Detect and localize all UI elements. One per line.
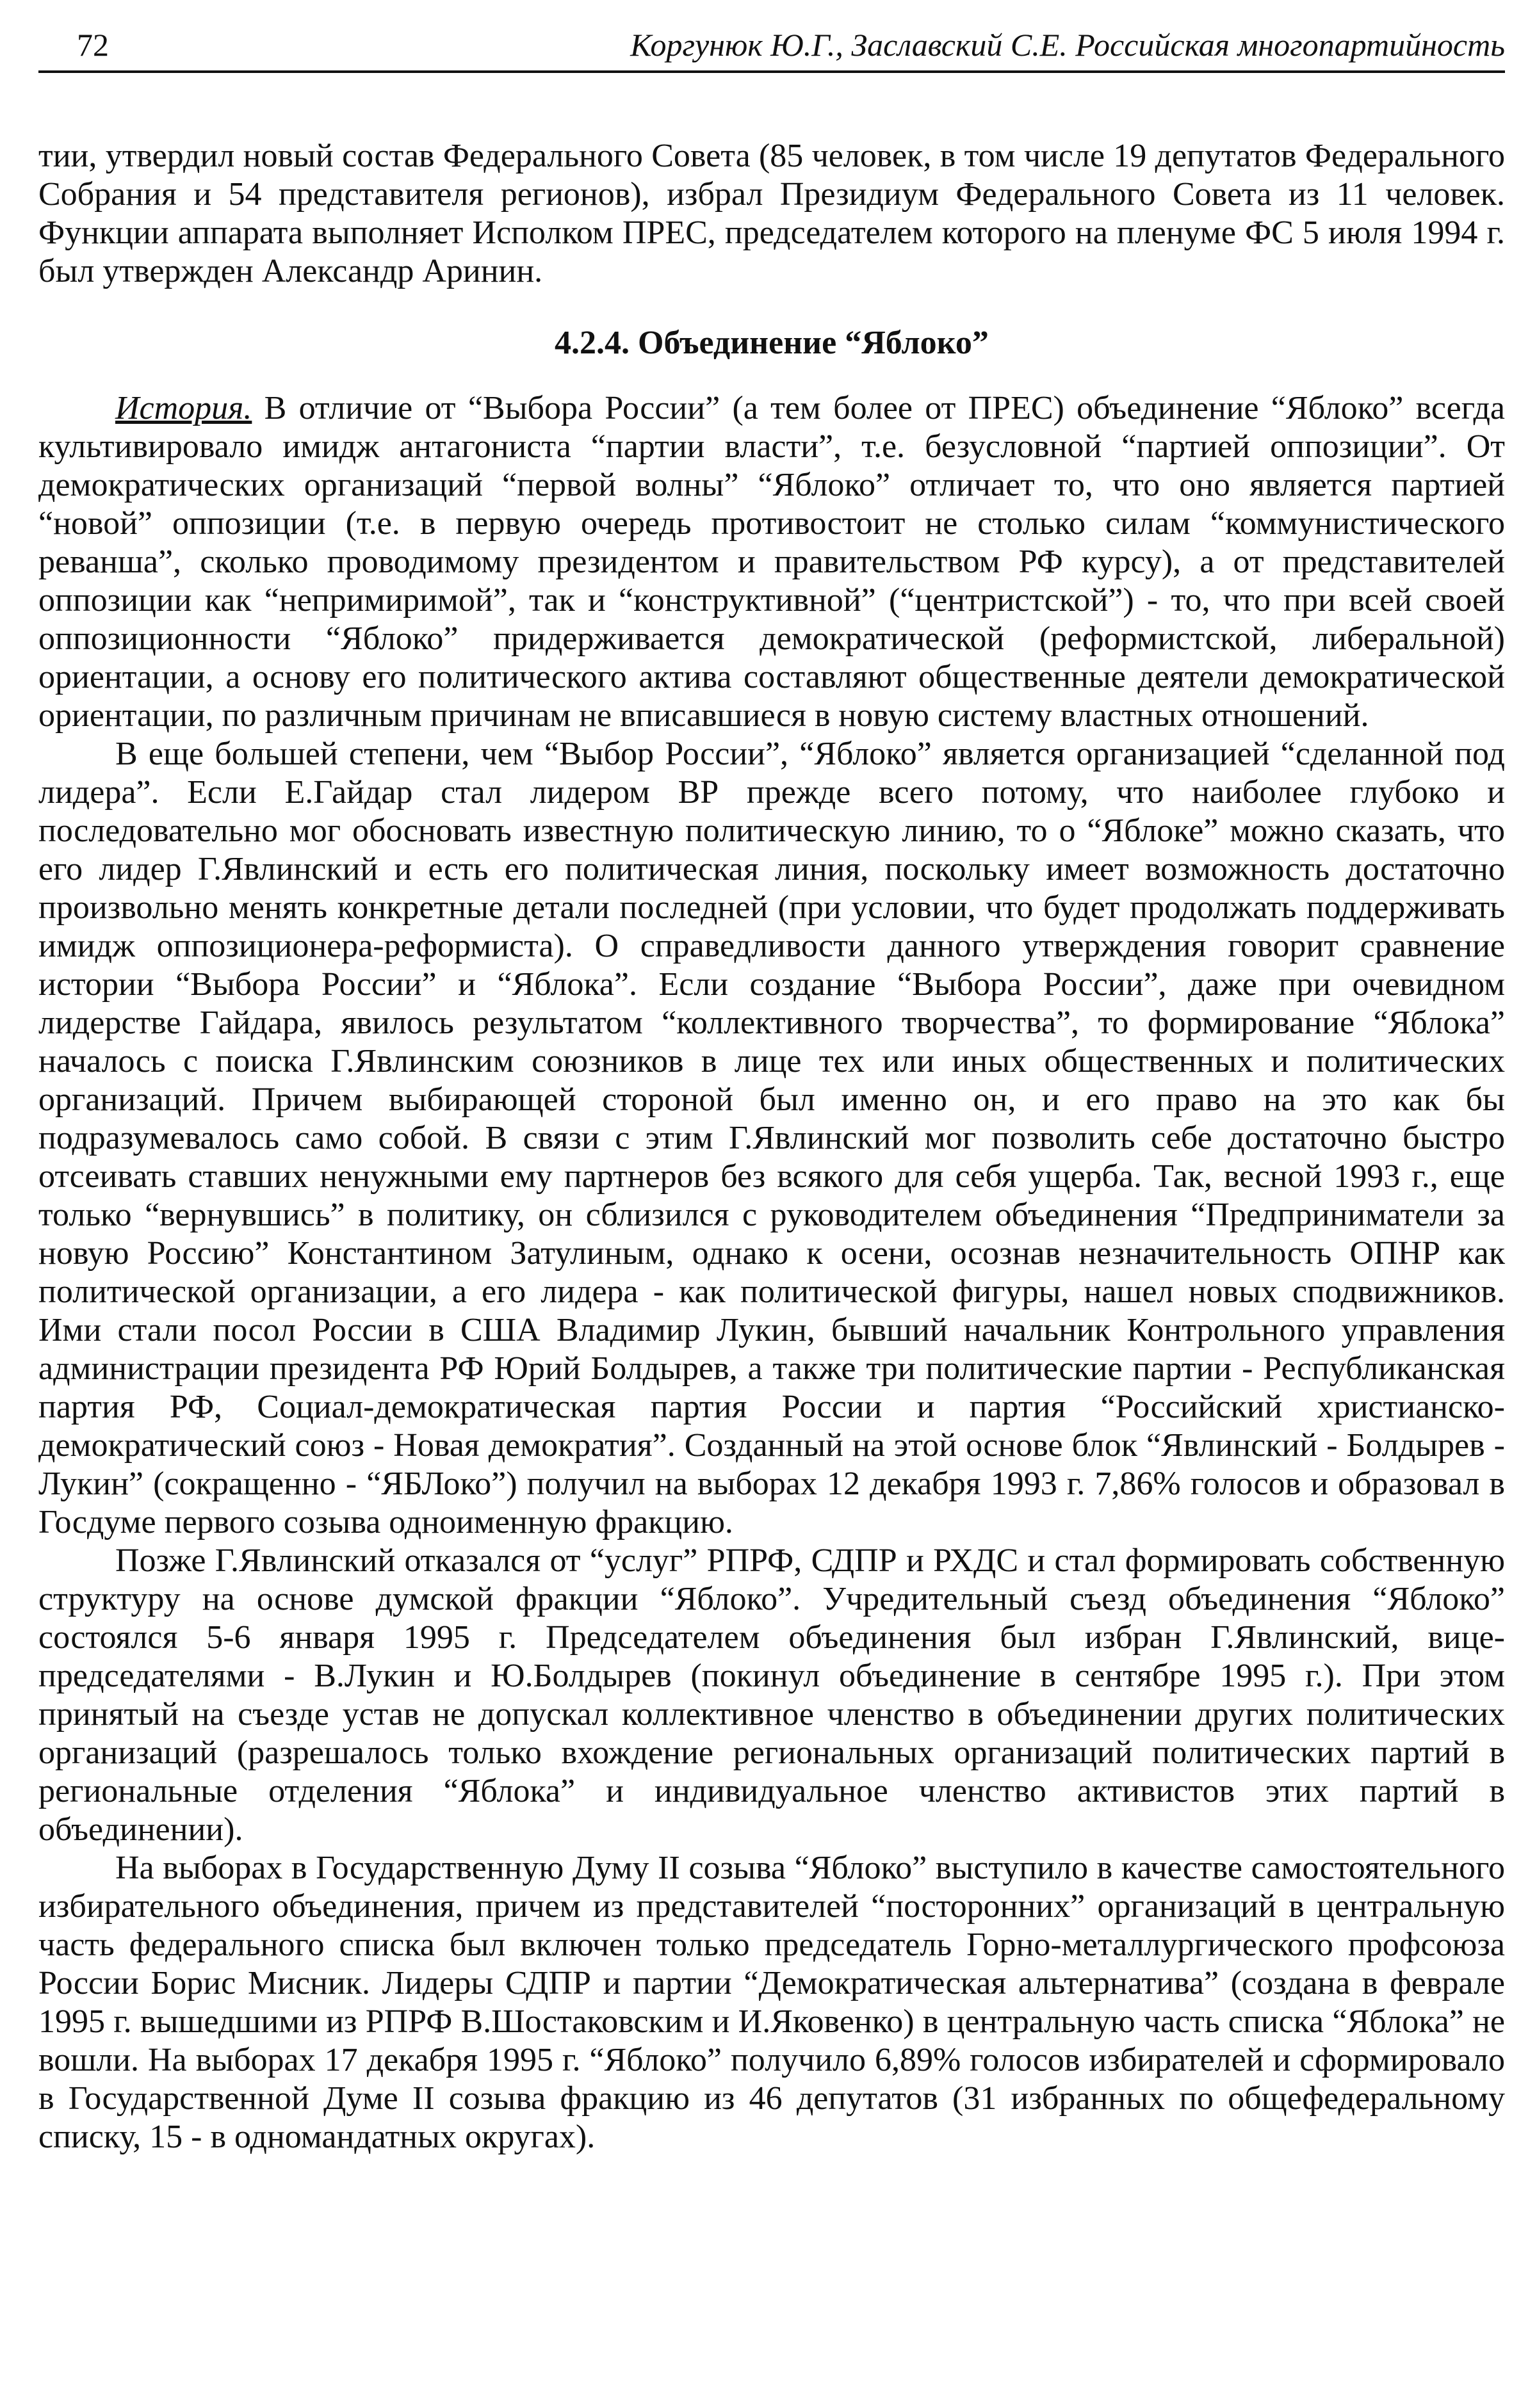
book-page	[38, 19, 1505, 2156]
paragraph-leader-organization: В еще большей степени, чем “Выбор России”, “Яблоко” является организацией “сделанной под лидера”. Если Е.Гайдар стал лидером ВР прежде всего потому, что наиболее глубоко и последовательно мог обосновать известную политическую линию, то о “Яблоке” можно сказать, что его лидер Г.Явлинский и есть его политическая линия, поскольку имеет возможность достаточно произвольно менять конкретные детали последней (при условии, что будет продолжать поддерживать имидж оппозиционера-реформиста). О справедливости данного утверждения говорит сравнение истории “Выбора России” и “Яблока”. Если создание “Выбора России”, даже при очевидном лидерстве Гайдара, явилось результатом “коллективного творчества”, то формирование “Яблока” началось с поиска Г.Явлинским союзников в лице тех или иных общественных и политических организаций. Причем выбирающей стороной был именно он, и его право на это как бы подразумевалось само собой. В связи с этим Г.Явлинский мог позволить себе достаточно быстро отсеивать ставших ненужными ему партнеров без всякого для себя ущерба. Так, весной 1993 г., еще только “вернувшись” в политику, он сблизился с руководителем объединения “Предприниматели за новую Россию” Константином Затулиным, однако к осени, осознав незначительность ОПНР как политической организации, а его лидера - как политической фигуры, нашел новых сподвижников. Ими стали посол России в США Владимир Лукин, бывший начальник Контрольного управления администрации президента РФ Юрий Болдырев, а также три политические партии - Республиканская партия РФ, Социал-демократическая партия России и партия “Российский христианско-демократический союз - Новая демократия”. Созданный на этой основе блок “Явлинский - Болдырев - Лукин” (сокращенно - “ЯБЛоко”) получил на выборах 12 декабря 1993 г. 7,86% голосов и образовал в Госдуме первого созыва одноименную фракцию.	[38, 736, 1505, 1540]
history-text: В отличие от “Выбора России” (а тем более от ПРЕС) объединение “Яблоко” всегда культивировало имидж антагониста “партии власти”, т.е. безусловной “партией оппозиции”. От демократических организаций “первой волны” “Яблоко” отличает то, что оно является партией “новой” оппозиции (т.е. в первую очередь противостоит не столько силам “коммунистического реванша”, сколько проводимому президентом и правительством РФ курсу), а от представителей оппозиции как “непримиримой”, так и “конструктивной” (“центристской”) - то, что при всей своей оппозиционности “Яблоко” придерживается демократической (реформистской, либеральной) ориентации, а основу его политического актива составляют общественные деятели демократической ориентации, по различным причинам не вписавшиеся в новую систему властных отношений.	[38, 390, 1505, 734]
body-text	[38, 137, 1505, 2156]
history-subheading: История.	[115, 390, 252, 426]
running-title: Коргунюк Ю.Г., Заславский С.Е. Российская многопартийность	[630, 27, 1505, 63]
section-heading: 4.2.4. Объединение “Яблоко”	[555, 325, 989, 361]
page-number: 72	[77, 27, 109, 63]
paragraph-founding-congress: Позже Г.Явлинский отказался от “услуг” РПРФ, СДПР и РХДС и стал формировать собственную структуру на основе думской фракции “Яблоко”. Учредительный съезд объединения “Яблоко” состоялся 5-6 января 1995 г. Председателем объединения был избран Г.Явлинский, вице-председателями - В.Лукин и Ю.Болдырев (покинул объединение в сентябре 1995 г.). При этом принятый на съезде устав не допускал коллективное членство в объединении других политических организаций (разрешалось только вхождение региональных организаций политических партий в региональные отделения “Яблока” и индивидуальное членство активистов этих партий в объединении).	[38, 1542, 1505, 1848]
history-paragraph	[38, 389, 1505, 735]
opening-paragraph: тии, утвердил новый состав Федерального Совета (85 человек, в том числе 19 депутатов Федерального Собрания и 54 представителя регионов), избрал Президиум Федерального Совета из 11 человек. Функции аппарата выполняет Исполком ПРЕС, председателем которого на пленуме ФС 5 июля 1994 г. был утвержден Александр Аринин.	[38, 138, 1505, 289]
paragraph-duma-elections: На выборах в Государственную Думу II созыва “Яблоко” выступило в качестве самостоятельного избирательного объединения, причем из представителей “посторонних” организаций в центральную часть федерального списка был включен только председатель Горно-металлургического профсоюза России Борис Мисник. Лидеры СДПР и партии “Демократическая альтернатива” (создана в феврале 1995 г. вышедшими из РПРФ В.Шостаковским и И.Яковенко) в центральную часть списка “Яблока” не вошли. На выборах 17 декабря 1995 г. “Яблоко” получило 6,89% голосов избирателей и сформировало в Государственной Думе II созыва фракцию из 46 депутатов (31 избранных по общефедеральному списку, 15 - в одномандатных округах).	[38, 1850, 1505, 2155]
running-header	[38, 19, 1505, 73]
